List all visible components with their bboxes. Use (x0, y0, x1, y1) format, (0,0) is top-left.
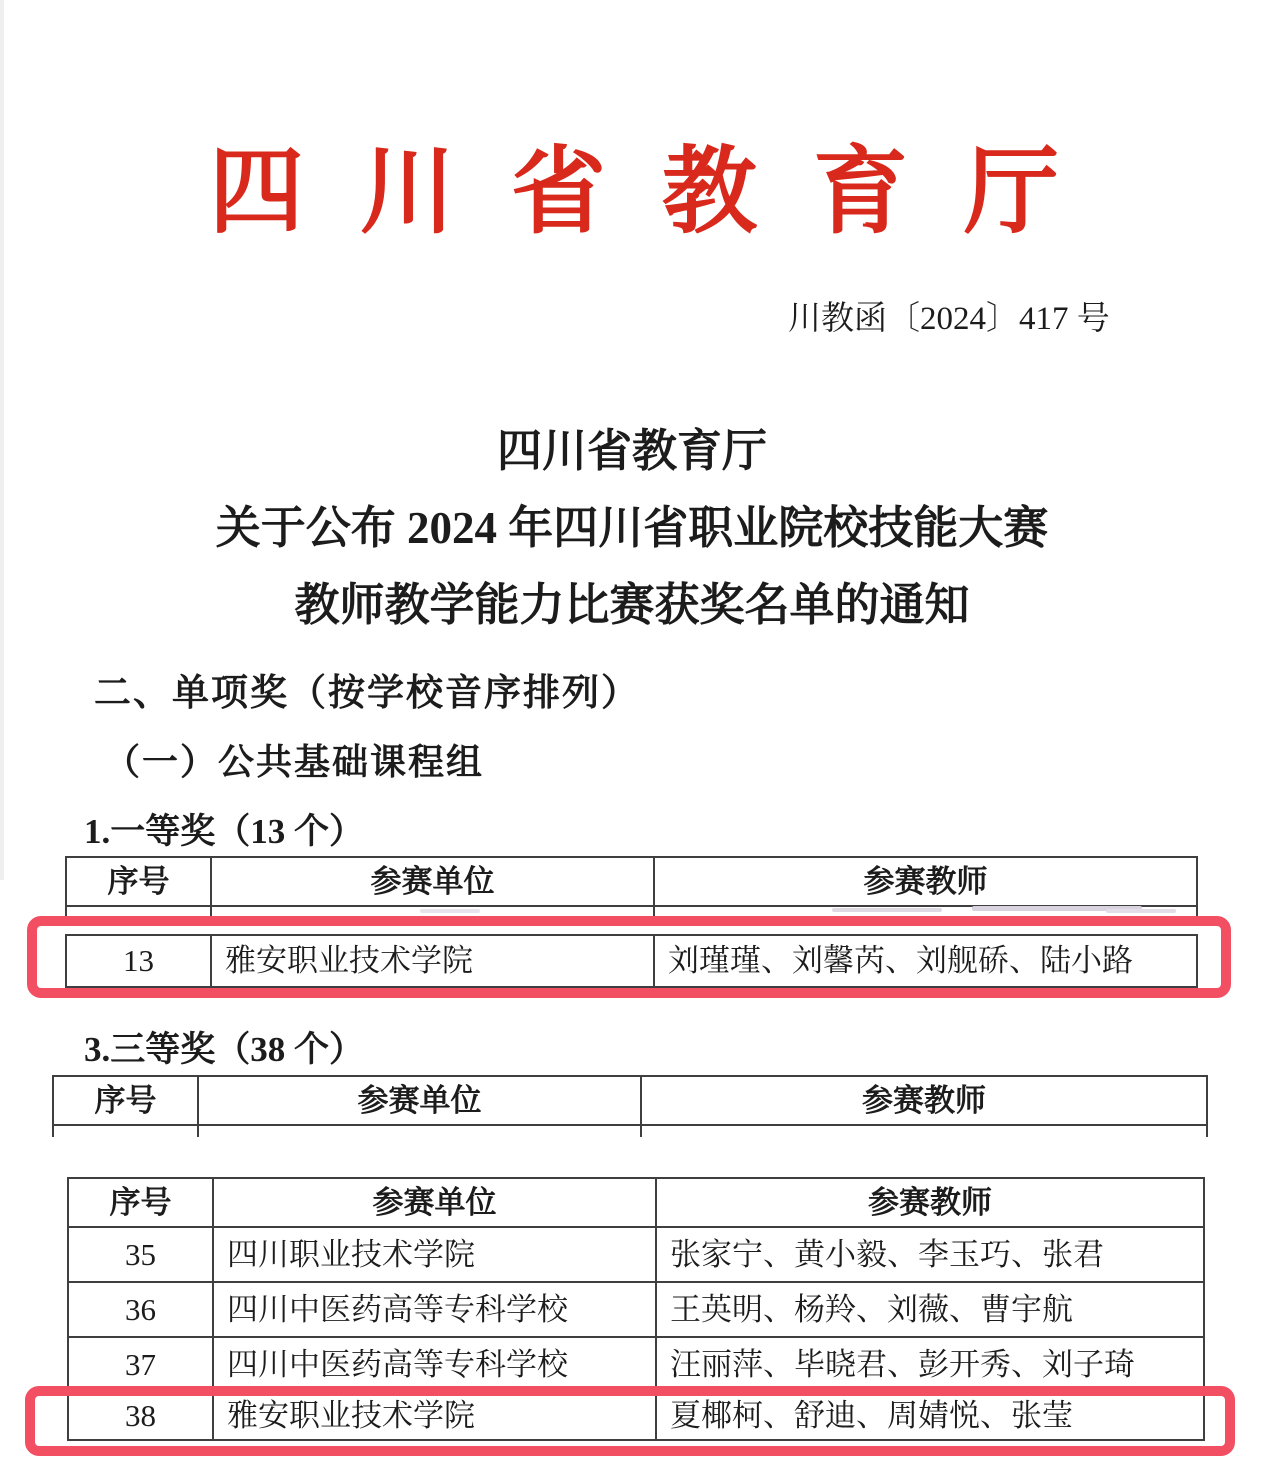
col-header-no: 序号 (67, 1179, 214, 1226)
col-header-unit: 参赛单位 (199, 1077, 642, 1124)
cell-unit: 四川中医药高等专科学校 (214, 1283, 657, 1336)
cell-teachers: 张家宁、黄小毅、李玉巧、张君 (657, 1228, 1205, 1281)
highlight-box-row38 (25, 1386, 1235, 1456)
third-prize-heading: 3.三等奖（38 个） (84, 1030, 365, 1069)
document-title (0, 413, 1264, 644)
col-header-no: 序号 (65, 858, 212, 905)
cell-teachers: 汪丽萍、毕晓君、彭开秀、刘子琦 (657, 1338, 1205, 1391)
cell-unit: 雅安职业技术学院 (212, 936, 655, 986)
table-header-row (67, 1179, 1205, 1228)
cell-no: 37 (67, 1338, 214, 1391)
col-header-unit: 参赛单位 (214, 1179, 657, 1226)
clipped-row-remnant (1106, 909, 1176, 913)
document-number: 川教函〔2024〕417 号 (788, 301, 1110, 337)
cell-unit: 四川职业技术学院 (214, 1228, 657, 1281)
cell-no: 13 (65, 936, 212, 986)
section-heading: 二、单项奖（按学校音序排列） (94, 672, 640, 713)
cell-teachers: 夏椰柯、舒迪、周婧悦、张莹 (657, 1393, 1205, 1439)
title-line-3: 教师教学能力比赛获奖名单的通知 (294, 580, 970, 630)
table-header-row (65, 858, 1198, 907)
cell-unit: 雅安职业技术学院 (214, 1393, 657, 1439)
first-prize-table-header (65, 856, 1198, 921)
col-header-teachers: 参赛教师 (642, 1077, 1208, 1124)
cell-teachers: 王英明、杨羚、刘薇、曹宇航 (657, 1283, 1205, 1336)
first-prize-heading: 1.一等奖（13 个） (84, 812, 365, 851)
clipped-row-remnant (832, 908, 942, 912)
agency-masthead: 四川省教育厅 (208, 139, 1115, 245)
table-row (67, 1338, 1205, 1393)
title-line-1: 四川省教育厅 (496, 426, 767, 476)
col-header-no: 序号 (52, 1077, 199, 1124)
clipped-row-remnant (420, 909, 480, 913)
table-row (67, 1283, 1205, 1338)
third-prize-table-header-1 (52, 1075, 1208, 1137)
cell-no: 35 (67, 1228, 214, 1281)
col-header-unit: 参赛单位 (212, 858, 655, 905)
cell-no: 36 (67, 1283, 214, 1336)
clipped-rows-sliver (52, 1126, 1208, 1137)
table-row (67, 1228, 1205, 1283)
subsection-heading: （一）公共基础课程组 (104, 741, 485, 782)
highlight-box-row13 (27, 916, 1231, 998)
col-header-teachers: 参赛教师 (655, 858, 1198, 905)
title-line-2: 关于公布 2024 年四川省职业院校技能大赛 (215, 503, 1049, 553)
table-header-row (52, 1077, 1208, 1126)
cell-no: 38 (67, 1393, 214, 1439)
cell-teachers: 刘瑾瑾、刘馨芮、刘舰硚、陆小路 (655, 936, 1198, 986)
cell-unit: 四川中医药高等专科学校 (214, 1338, 657, 1391)
col-header-teachers: 参赛教师 (657, 1179, 1205, 1226)
